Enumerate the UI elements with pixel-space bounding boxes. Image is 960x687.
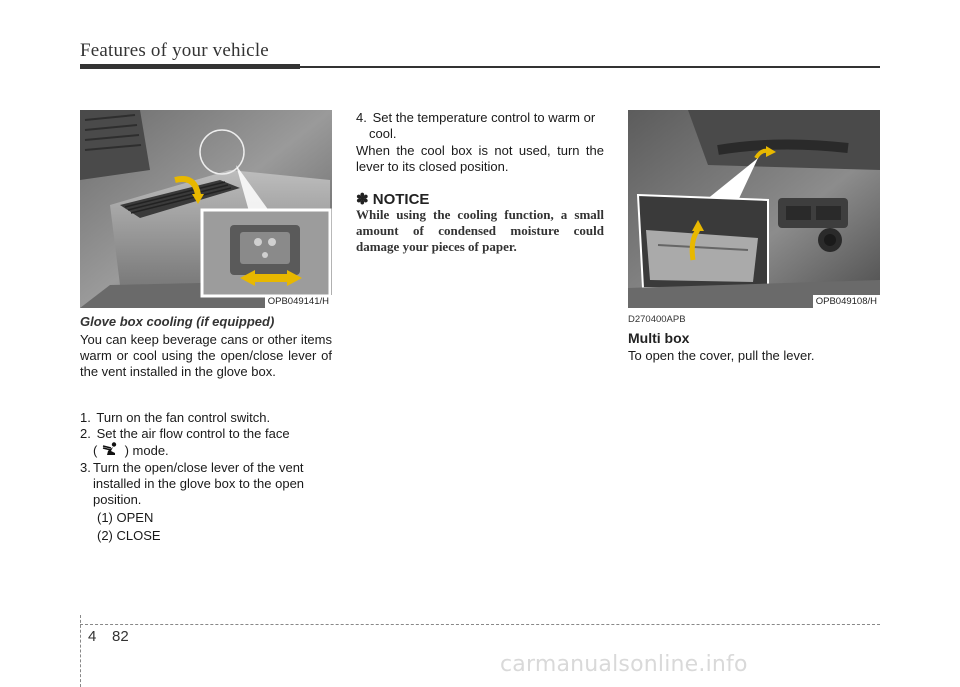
paren-open: ( (93, 443, 98, 458)
header-rule-thin (300, 66, 880, 68)
face-mode-icon (101, 442, 121, 456)
multi-box-heading: Multi box (628, 330, 690, 346)
step-2 (80, 426, 332, 442)
header-rule-thick (80, 64, 300, 69)
notice-title: NOTICE (372, 191, 430, 208)
figure-caption: OPB049108/H (813, 295, 880, 308)
footer-rule (80, 624, 880, 625)
footer-vertical-rule (80, 615, 81, 687)
glove-box-heading: Glove box cooling (if equipped) (80, 314, 275, 329)
step-text: Set the air flow control to the face (96, 426, 290, 441)
step-text: Turn the open/close lever of the vent installed in the glove box to the open position. (93, 460, 305, 507)
option-open: (1) OPEN (97, 510, 154, 525)
step-text: Turn on the fan control switch. (96, 410, 271, 425)
step-4-continuation: cool. (369, 126, 397, 141)
page-header-title: Features of your vehicle (80, 40, 269, 61)
section-code: D270400APB (628, 314, 686, 325)
cool-box-closed-note: When the cool box is not used, turn the lever to its closed position. (356, 143, 604, 174)
figure-caption: OPB049141/H (265, 295, 332, 308)
step-number: 3. (80, 460, 91, 475)
step-number: 4. (356, 110, 367, 125)
step-number: 1. (80, 410, 91, 425)
step-2-continuation (93, 442, 169, 459)
option-close: (2) CLOSE (97, 528, 161, 543)
section-number: 4 (88, 628, 97, 645)
glove-box-vent-photo (80, 110, 332, 308)
step-3 (80, 460, 332, 508)
mode-suffix: ) mode. (124, 443, 169, 458)
notice-heading (356, 190, 429, 208)
watermark: carmanualsonline.info (500, 652, 748, 677)
notice-symbol: ✽ (356, 191, 369, 208)
glove-box-intro: You can keep beverage cans or other items warm or cool using the open/close lever of the vent installed in the glove box. (80, 332, 332, 379)
multi-box-text: To open the cover, pull the lever. (628, 348, 815, 363)
step-text: Set the temperature control to warm or (372, 110, 596, 125)
step-1 (80, 410, 332, 426)
page-number: 82 (112, 628, 129, 645)
multi-box-photo (628, 110, 880, 308)
notice-text: While using the cooling function, a small amount of condensed moisture could damage your pieces of paper. (356, 207, 604, 254)
step-number: 2. (80, 426, 91, 441)
step-4 (356, 110, 604, 126)
